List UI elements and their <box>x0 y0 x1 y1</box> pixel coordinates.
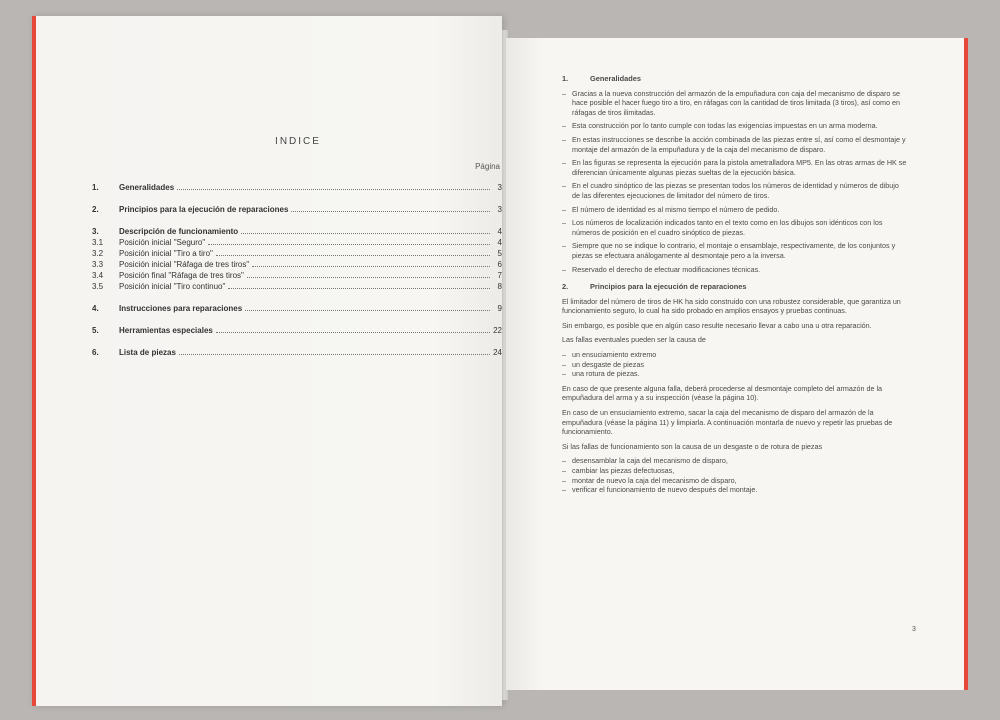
toc-number: 3. <box>92 227 99 236</box>
toc-leader-dots <box>291 210 490 212</box>
bullet-text: En el cuadro sinóptico de las piezas se presentan todos los números de identidad y números de dibujo de las diferentes ejecuciones de limitador del número de tiros. <box>572 181 899 200</box>
dash-marker: – <box>562 485 566 495</box>
table-of-contents <box>92 182 502 358</box>
bullet-text: Esta construcción por lo tanto cumple con todas las exigencias impuestas en un arma moderna. <box>572 121 878 131</box>
bullet-item <box>562 158 908 177</box>
toc-entry <box>92 182 502 193</box>
toc-leader-dots <box>179 353 490 355</box>
bullet-text: Siempre que no se indique lo contrario, el montaje o ensamblaje, respectivamente, de los conjuntos y piezas se efectuara análogamente al desmontaje pero a la inversa. <box>572 241 896 260</box>
list-item <box>562 485 908 495</box>
bullet-item <box>562 135 908 154</box>
toc-title: Descripción de funcionamiento <box>119 227 239 236</box>
toc-leader-dots <box>208 243 490 245</box>
list-item <box>562 466 908 476</box>
toc-title: Herramientas especiales <box>119 326 213 335</box>
toc-number: 5. <box>92 326 99 335</box>
toc-leader-dots <box>177 188 490 190</box>
toc-entry <box>92 347 502 358</box>
toc-page: 4 <box>497 238 502 247</box>
list-item-text: verificar el funcionamiento de nuevo después del montaje. <box>572 485 758 495</box>
toc-leader-dots <box>228 287 490 289</box>
bullet-item <box>562 89 908 118</box>
toc-entry <box>92 270 502 281</box>
toc-title: Principios para la ejecución de reparaciones <box>119 205 289 214</box>
bullet-text: En las figuras se representa la ejecución para la pistola ametralladora MP5. En las otras armas de HK se diferencian únicamente algunas piezas sueltas de la ejecución básica. <box>572 158 907 177</box>
toc-leader-dots <box>247 276 490 278</box>
bullet-item <box>562 218 908 237</box>
list-item-text: montar de nuevo la caja del mecanismo de disparo, <box>572 475 737 485</box>
toc-entry <box>92 226 502 237</box>
toc-leader-dots <box>245 309 490 311</box>
bullet-text: Reservado el derecho de efectuar modificaciones técnicas. <box>572 264 761 274</box>
toc-entry <box>92 237 502 248</box>
list-item-text: cambiar las piezas defectuosas, <box>572 466 675 475</box>
toc-leader-dots <box>216 254 490 256</box>
toc-title: Posición inicial "Seguro" <box>119 238 206 247</box>
bullet-text: Los números de localización indicados tanto en el texto como en los dibujos son idénticos con los números de posición en el cuadro sinóptico de piezas. <box>572 218 883 237</box>
paragraph: Las fallas eventuales pueden ser la causa de <box>562 335 706 345</box>
toc-leader-dots <box>252 265 490 267</box>
bullet-text: En estas instrucciones se describe la acción combinada de las piezas entre sí, así como el desmontaje y montaje del armazón de la empuñadura y de la caja del mecanismo de disparo. <box>572 134 906 154</box>
toc-entry <box>92 204 502 215</box>
list-item-text: desensamblar la caja del mecanismo de disparo, <box>572 456 728 466</box>
toc-title: Instrucciones para reparaciones <box>119 304 243 313</box>
toc-title: Lista de piezas <box>119 348 176 357</box>
toc-page: 6 <box>497 260 502 269</box>
index-title: INDICE <box>275 136 321 147</box>
section-title: Generalidades <box>590 74 641 83</box>
dash-marker: – <box>562 359 566 369</box>
dash-marker: – <box>562 350 566 360</box>
dash-marker: – <box>562 241 566 251</box>
toc-entry <box>92 325 502 336</box>
toc-number: 3.1 <box>92 238 104 247</box>
section-number: 1. <box>562 74 569 83</box>
bullet-item <box>562 241 908 260</box>
bullet-text: Gracias a la nueva construcción del armazón de la empuñadura con caja del mecanismo de disparo se hace posible el hacer fuego tiro a tiro, en ráfagas con la cantidad de tiros limitada (3 tiros), así como en ráfagas de tiros ilimitadas. <box>572 88 901 117</box>
toc-number: 3.3 <box>92 260 104 269</box>
failure-causes-list <box>562 350 908 379</box>
toc-number: 4. <box>92 304 99 313</box>
repair-steps-list <box>562 456 908 494</box>
list-item <box>562 369 908 379</box>
paragraph: En caso de un ensuciamiento extremo, sacar la caja del mecanismo de disparo del armazón de la empuñadura (véase la página 11) y limpiarla. A continuación montarla de nuevo y repetir las pruebas de funcionamiento. <box>562 408 893 437</box>
bullet-item <box>562 205 908 215</box>
paragraph: El limitador del número de tiros de HK ha sido construido con una robustez considerable, que garantiza un funcionamiento seguro, lo cual ha sido probado en amplios ensayos y pruebas continuas. <box>562 296 901 316</box>
section-1-bullets <box>562 89 908 275</box>
bullet-item <box>562 121 908 131</box>
list-item-text: un desgaste de piezas <box>572 359 644 369</box>
toc-page: 8 <box>497 282 502 291</box>
page-content <box>562 74 908 500</box>
toc-page: 3 <box>497 183 502 192</box>
list-item <box>562 456 908 466</box>
paragraph: Sin embargo, es posible que en algún caso resulte necesario llevar a cabo una u otra reparación. <box>562 320 872 330</box>
toc-page: 7 <box>497 271 502 280</box>
dash-marker: – <box>562 158 566 168</box>
dash-marker: – <box>562 204 566 214</box>
toc-page: 9 <box>497 304 502 313</box>
toc-title: Posición inicial "Tiro continuo" <box>119 282 226 291</box>
toc-title: Posición final "Ráfaga de tres tiros" <box>119 271 244 280</box>
paragraph: Si las fallas de funcionamiento son la causa de un desgaste o de rotura de piezas <box>562 441 823 451</box>
dash-marker: – <box>562 218 566 228</box>
toc-title: Posición inicial "Tiro a tiro" <box>119 249 213 258</box>
toc-number: 3.4 <box>92 271 104 280</box>
dash-marker: – <box>562 466 566 475</box>
right-page-content <box>506 38 968 690</box>
toc-page: 4 <box>497 227 502 236</box>
dash-marker: – <box>562 264 566 274</box>
page-column-header: Página <box>475 162 500 171</box>
toc-number: 6. <box>92 348 99 357</box>
toc-number: 1. <box>92 183 99 192</box>
toc-entry <box>92 259 502 270</box>
toc-page: 24 <box>493 348 502 357</box>
toc-page: 22 <box>493 326 502 335</box>
section-2-heading <box>562 282 908 292</box>
toc-page: 3 <box>497 205 502 214</box>
toc-page: 5 <box>497 249 502 258</box>
page-number: 3 <box>912 626 916 633</box>
toc-title: Generalidades <box>119 183 175 192</box>
bullet-item <box>562 181 908 200</box>
list-item <box>562 360 908 370</box>
section-1-heading <box>562 74 908 84</box>
dash-marker: – <box>562 88 566 98</box>
toc-entry <box>92 281 502 292</box>
dash-marker: – <box>562 121 566 131</box>
dash-marker: – <box>562 369 566 379</box>
dash-marker: – <box>562 181 566 191</box>
toc-leader-dots <box>216 331 490 333</box>
bullet-item <box>562 265 908 275</box>
list-item <box>562 350 908 360</box>
toc-number: 3.2 <box>92 249 104 258</box>
toc-title: Posición inicial "Ráfaga de tres tiros" <box>119 260 250 269</box>
list-item-text: un ensuciamiento extremo <box>572 350 657 360</box>
toc-number: 3.5 <box>92 282 104 291</box>
dash-marker: – <box>562 134 566 144</box>
dash-marker: – <box>562 475 566 485</box>
bullet-text: El número de identidad es al mismo tiempo el número de pedido. <box>572 204 780 214</box>
toc-leader-dots <box>241 232 490 234</box>
section-title: Principios para la ejecución de reparaciones <box>590 282 747 292</box>
dash-marker: – <box>562 456 566 466</box>
toc-entry <box>92 248 502 259</box>
section-number: 2. <box>562 282 569 292</box>
left-page-index <box>32 16 502 706</box>
toc-entry <box>92 303 502 314</box>
paragraph: En caso de que presente alguna falla, deberá procederse al desmontaje completo del armazón de la empuñadura del arma y a su inspección (véase la página 10). <box>562 383 883 403</box>
list-item <box>562 476 908 486</box>
toc-number: 2. <box>92 205 99 214</box>
list-item-text: una rotura de piezas. <box>572 369 640 379</box>
